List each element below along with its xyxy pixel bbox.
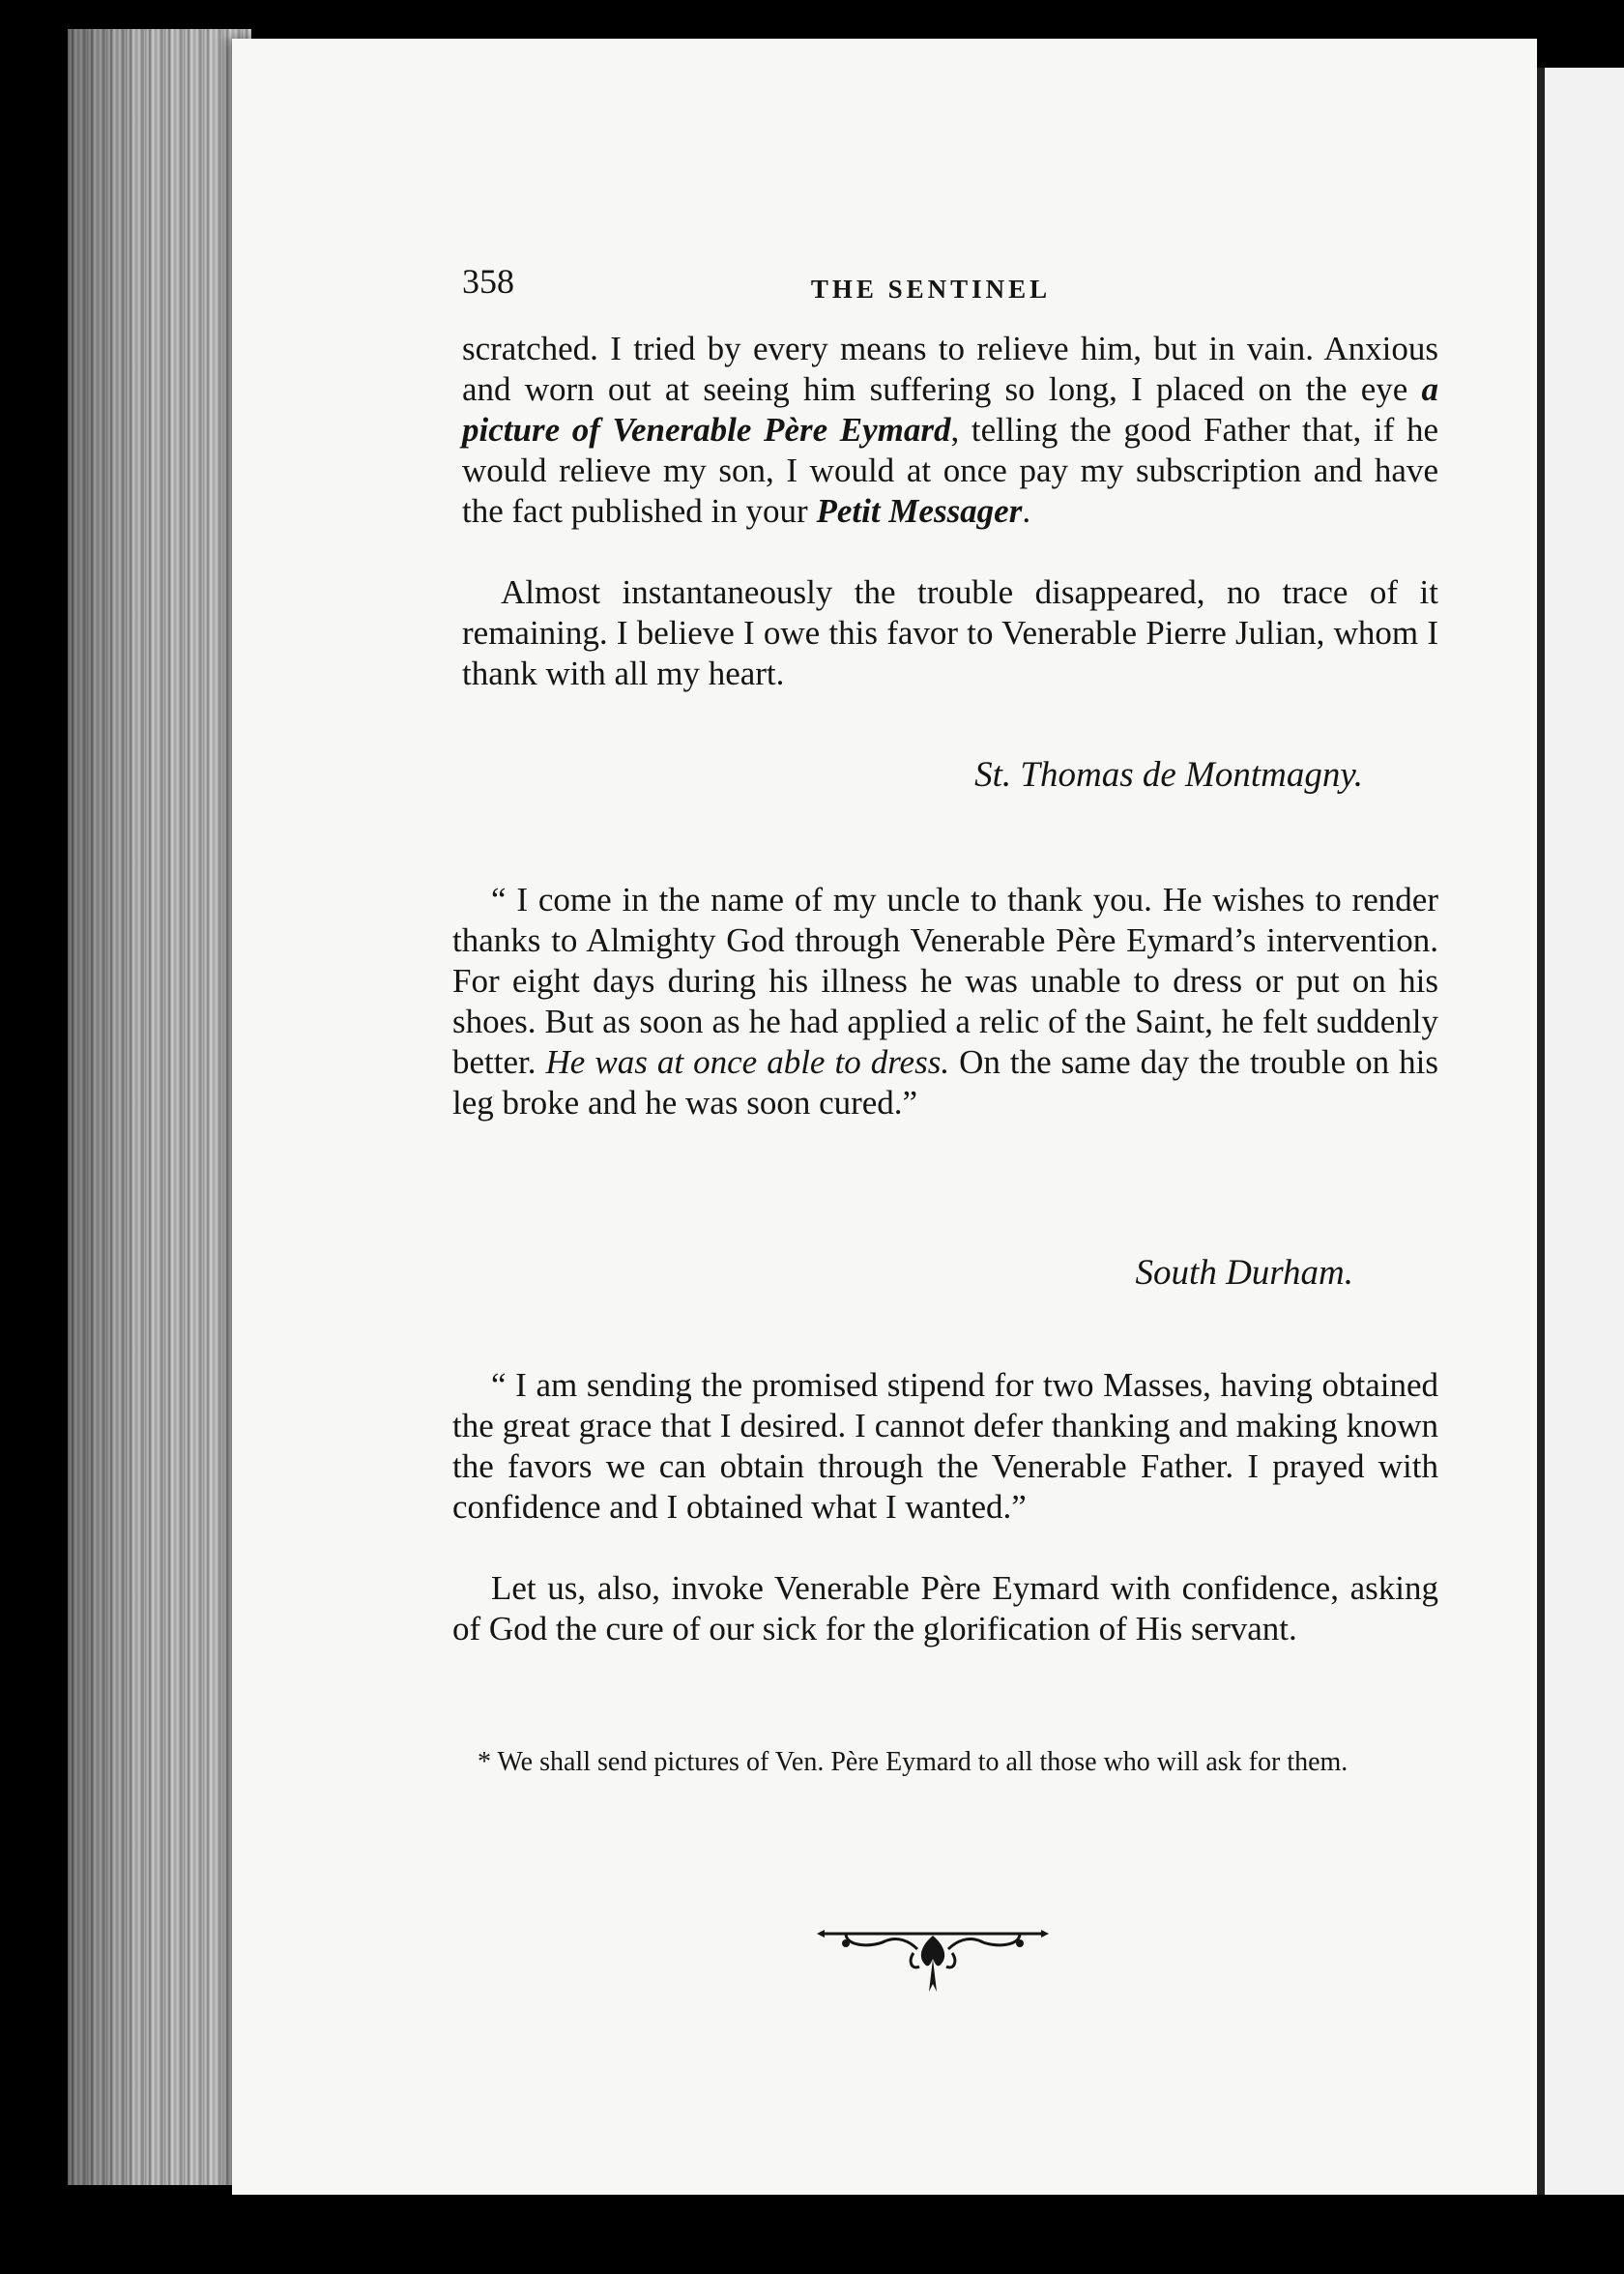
running-title: THE SENTINEL bbox=[810, 275, 1052, 304]
paragraph-3-text-b: On the same day the trouble on his leg broke and he was soon cured.” bbox=[452, 1043, 1438, 1122]
place-south-durham: South Durham. bbox=[1135, 1253, 1353, 1293]
footnote-text: * We shall send pictures of Ven. Père Eymard to all those who will ask for them. bbox=[478, 1747, 1348, 1777]
paragraph-3 bbox=[452, 880, 1438, 1123]
running-head bbox=[462, 261, 1438, 309]
place-st-thomas: St. Thomas de Montmagny. bbox=[974, 755, 1363, 795]
paragraph-1 bbox=[462, 329, 1438, 532]
paragraph-4: “ I am sending the promised stipend for two Masses, having obtained the great grace that I desired. I cannot defer thanking and making known the favors we can obtain through the Venerable Father. I prayed with confidence and I obtained what I wanted.” bbox=[452, 1366, 1438, 1526]
facing-page-edge bbox=[1537, 68, 1624, 2195]
paragraph-5: Let us, also, invoke Venerable Père Eymard with confidence, asking of God the cure of our sick for the glorification of His servant. bbox=[452, 1569, 1438, 1647]
paragraph-3-text-a: “ I come in the name of my uncle to thank you. He wishes to render thanks to Almighty God through Venerable Père Eymard’s intervention. For eight days during his illness he was unable to dress or put on his shoes. But as soon as he had applied a relic of the Saint, he felt suddenly better. bbox=[452, 881, 1438, 1081]
paragraph-1-italic-messager: Petit Messager bbox=[816, 492, 1023, 530]
fleuron-ornament-icon bbox=[817, 1924, 1049, 1997]
paragraph-1-text-c: . bbox=[1022, 492, 1031, 530]
paragraph-2: Almost instantaneously the trouble disappeared, no trace of it remaining. I believe I owe this favor to Venerable Pierre Julian, whom I thank with all my heart. bbox=[462, 573, 1438, 692]
paragraph-1-italic-picture: a picture of Venerable Père Eymard bbox=[462, 370, 1438, 449]
paragraph-3-italic: He was at once able to dress. bbox=[545, 1043, 950, 1081]
footnote bbox=[443, 1745, 1429, 1780]
book-page-edges bbox=[68, 29, 251, 2185]
page-number: 358 bbox=[462, 262, 514, 301]
paragraph-1-text-a: scratched. I tried by every means to relieve him, but in vain. Anxious and worn out at seeing him suffering so long, I placed on the eye bbox=[462, 330, 1438, 408]
paragraph-1-text-b: , telling the good Father that, if he would relieve my son, I would at once pay my subscription and have the fact published in your bbox=[462, 411, 1438, 530]
